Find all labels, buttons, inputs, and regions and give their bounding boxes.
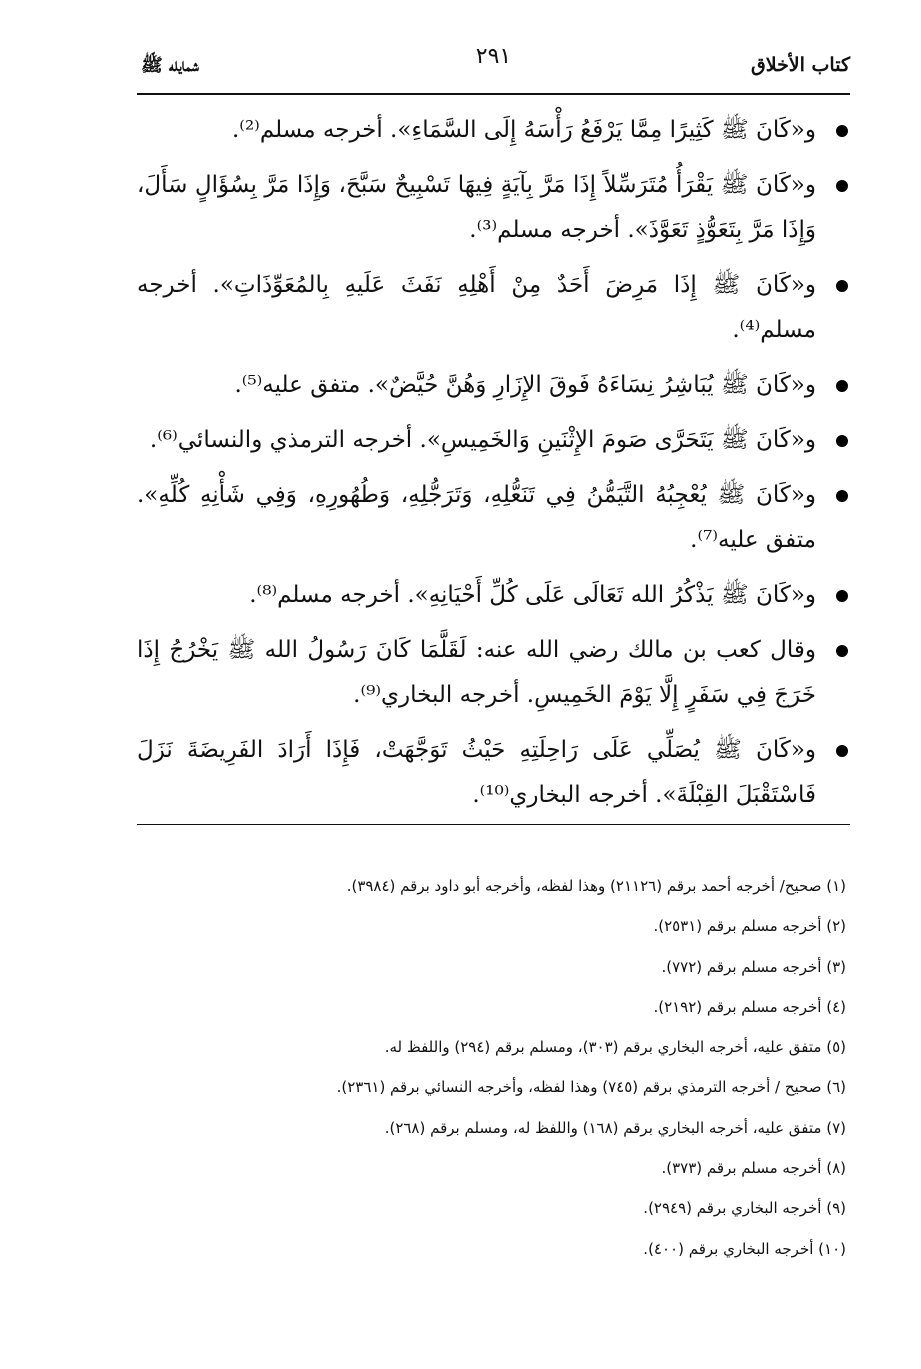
footnote: (٢) أخرجه مسلم برقم (٢٥٣١). bbox=[653, 917, 846, 936]
hadith-item bbox=[137, 728, 850, 818]
section-title: شمايله ﷺ bbox=[141, 55, 199, 76]
bullet-icon bbox=[836, 380, 848, 392]
bullet-icon bbox=[836, 435, 848, 447]
hadith-text: و«كَانَ ﷺ يُبَاشِرُ نِسَاءَهُ فَوقَ الإِزَارِ وَهُنَّ حُيَّضٌ». متفق عليه⁽⁵⁾. bbox=[234, 372, 816, 398]
header-divider bbox=[137, 93, 850, 95]
hadith-text: و«كَانَ ﷺ يُصَلِّي عَلَى رَاحِلَتِهِ حَيْثُ تَوَجَّهَتْ، فَإِذَا أَرَادَ الفَرِيضَةَ نَزَلَ فَاسْتَقْبَلَ القِبْلَةَ». أخرجه البخاري⁽¹⁰⁾. bbox=[137, 737, 816, 808]
bullet-icon bbox=[836, 645, 848, 657]
hadith-item bbox=[137, 573, 850, 618]
bullet-icon bbox=[836, 590, 848, 602]
footnote: (١) صحيح/ أخرجه أحمد برقم (٢١١٢٦) وهذا لفظه، وأخرجه أبو داود برقم (٣٩٨٤). bbox=[346, 877, 846, 895]
bullet-icon bbox=[836, 180, 848, 192]
hadith-text: وقال كعب بن مالك رضي الله عنه: لَقَلَّمَا كَانَ رَسُولُ الله ﷺ يَخْرُجُ إِذَا خَرَجَ فِي سَفَرٍ إِلَّا يَوْمَ الخَمِيسِ. أخرجه البخاري⁽⁹⁾. bbox=[137, 637, 816, 708]
hadith-item bbox=[137, 108, 850, 153]
chapter-title: كتاب الأخلاق bbox=[750, 54, 850, 76]
bullet-icon bbox=[836, 125, 848, 137]
footnote-divider bbox=[137, 824, 850, 825]
hadith-item bbox=[137, 628, 850, 718]
footnote: (٧) متفق عليه، أخرجه البخاري برقم (١٦٨) واللفظ له، ومسلم برقم (٢٦٨). bbox=[384, 1118, 846, 1137]
hadith-item bbox=[137, 263, 850, 353]
hadith-list bbox=[137, 108, 850, 828]
bullet-icon bbox=[836, 490, 848, 502]
hadith-text: و«كَانَ ﷺ كَثِيرًا مِمَّا يَرْفَعُ رَأْسَهُ إِلَى السَّمَاءِ». أخرجه مسلم⁽²⁾. bbox=[231, 117, 816, 143]
hadith-text: و«كَانَ ﷺ يَقْرَأُ مُتَرَسِّلاً إِذَا مَرَّ بِآيَةٍ فِيهَا تَسْبِيحٌ سَبَّحَ، وَإِذَا مَرَّ بِسُؤَالٍ سَأَلَ، وَإِذَا مَرَّ بِتَعَوُّذٍ تَعَوَّذَ». أخرجه مسلم⁽³⁾. bbox=[137, 172, 816, 243]
hadith-text: و«كَانَ ﷺ يَتَحَرَّى صَومَ الإِثْنَينِ وَالخَمِيسِ». أخرجه الترمذي والنسائي⁽⁶⁾. bbox=[149, 427, 816, 453]
hadith-text: و«كَانَ ﷺ يُعْجِبُهُ التَّيَمُّنُ فِي تَنَعُّلِهِ، وَتَرَجُّلِهِ، وَطُهُورِهِ، وَفِي شَأْنِهِ كُلِّهِ». متفق عليه⁽⁷⁾. bbox=[137, 482, 816, 553]
footnote: (١٠) أخرجه البخاري برقم (٤٠٠). bbox=[643, 1239, 846, 1258]
footnote: (٥) متفق عليه، أخرجه البخاري برقم (٣٠٣)، ومسلم برقم (٢٩٤) واللفظ له. bbox=[384, 1038, 846, 1057]
page-number: ٢٩١ bbox=[475, 44, 512, 69]
footnote: (٤) أخرجه مسلم برقم (٢١٩٢). bbox=[653, 997, 846, 1016]
bullet-icon bbox=[836, 280, 848, 292]
footnote-list bbox=[137, 866, 850, 1269]
hadith-text: و«كَانَ ﷺ إِذَا مَرِضَ أَحَدٌ مِنْ أَهْلِهِ نَفَثَ عَلَيهِ بِالمُعَوِّذَاتِ». أخرجه مسلم⁽⁴⁾. bbox=[137, 272, 816, 343]
hadith-text: و«كَانَ ﷺ يَذْكُرُ الله تَعَالَى عَلَى كُلِّ أَحْيَانِهِ». أخرجه مسلم⁽⁸⁾. bbox=[249, 582, 816, 608]
bullet-icon bbox=[836, 745, 848, 757]
hadith-item bbox=[137, 473, 850, 563]
footnote: (٨) أخرجه مسلم برقم (٣٧٣). bbox=[661, 1159, 846, 1178]
hadith-item bbox=[137, 418, 850, 463]
footnote: (٩) أخرجه البخاري برقم (٢٩٤٩). bbox=[643, 1199, 846, 1218]
page-header bbox=[137, 40, 850, 92]
hadith-item bbox=[137, 163, 850, 253]
footnote: (٦) صحيح / أخرجه الترمذي برقم (٧٤٥) وهذا لفظه، وأخرجه النسائي برقم (٢٣٦١). bbox=[336, 1078, 846, 1097]
footnote: (٣) أخرجه مسلم برقم (٧٧٢). bbox=[661, 957, 846, 976]
hadith-item bbox=[137, 363, 850, 408]
